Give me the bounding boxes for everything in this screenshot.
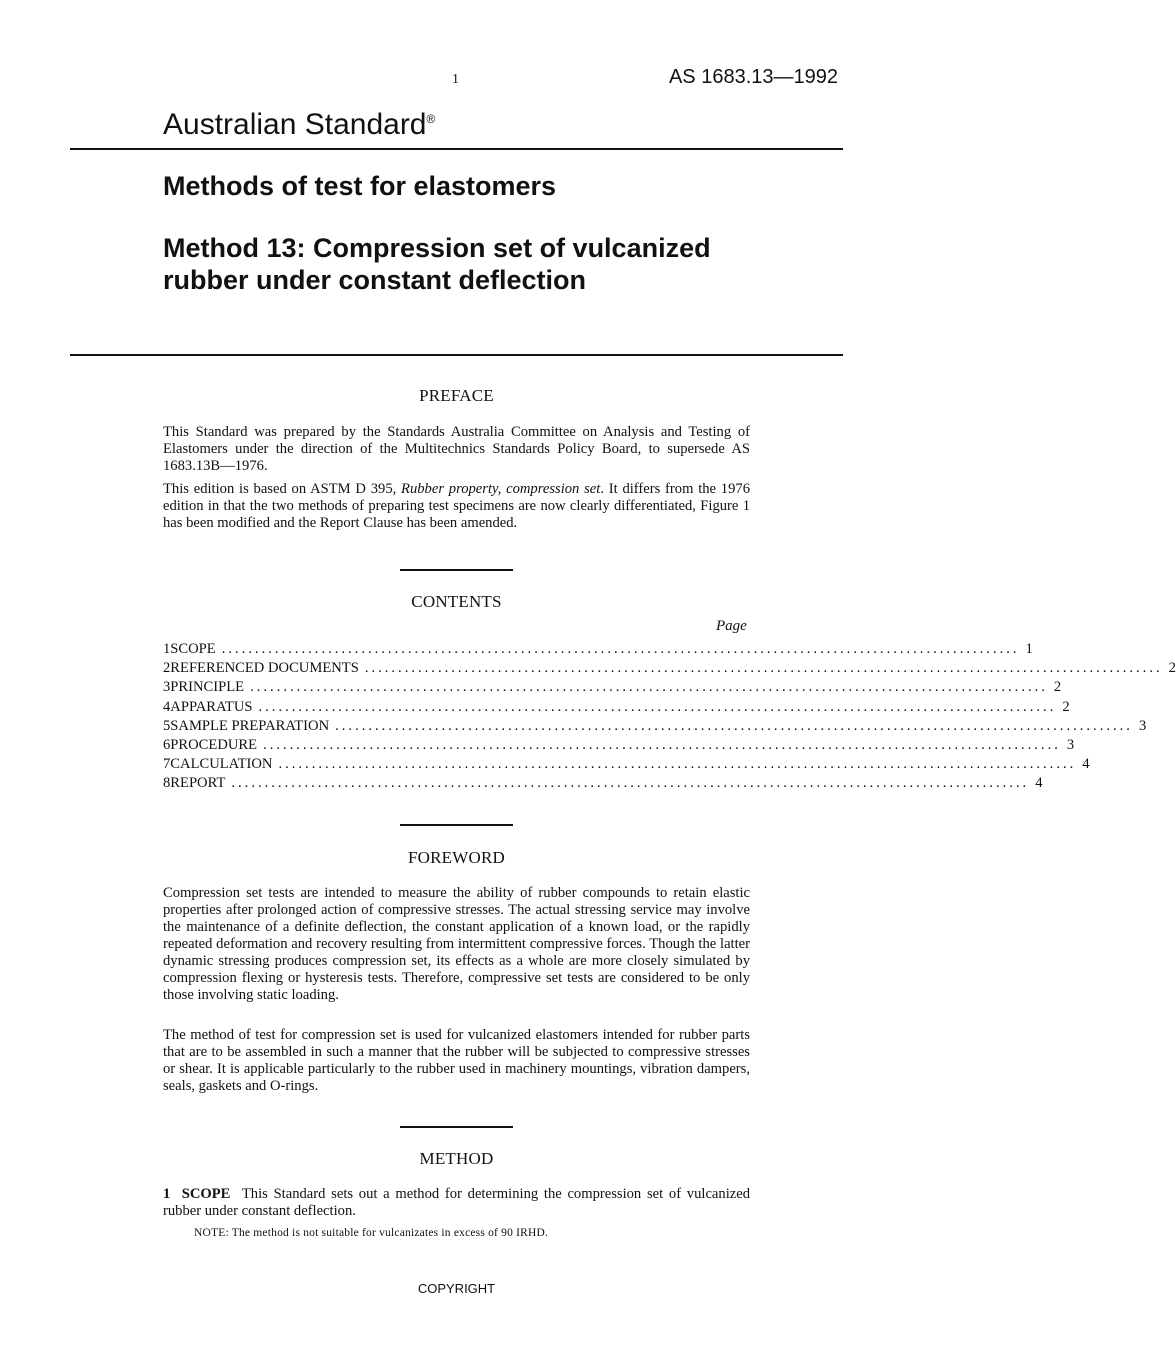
section-divider-foreword bbox=[400, 1126, 513, 1128]
toc-row bbox=[163, 717, 1147, 737]
toc-page-number: 2 bbox=[1053, 679, 1062, 696]
toc-page-number: 2 bbox=[1168, 660, 1176, 677]
toc-row bbox=[163, 736, 1075, 756]
brand-name: Australian Standard bbox=[163, 108, 427, 141]
section-divider-contents bbox=[400, 824, 513, 826]
toc-number: 4 bbox=[163, 698, 171, 715]
toc-row bbox=[163, 756, 1090, 775]
toc-title: SCOPE bbox=[170, 641, 216, 657]
toc-number: 7 bbox=[163, 756, 171, 773]
toc-number: 5 bbox=[163, 717, 171, 734]
method-heading: METHOD bbox=[419, 1149, 494, 1168]
foreword-paragraph-1: Compression set tests are intended to measure the ability of rubber compounds to retain elastic properties after prolonged action of compressive stresses. The actual stressing service may involve the maintenance of a definite deflection, the constant application of a known load, or the rapidly repeated deformation and recovery resulting from intermittent compressive forces. Though the latter dynamic stressing produces compression set, its effects as a whole are more closely simulated by compression flexing or hysteresis tests. Therefore, compressive set tests are considered to be only those involving static loading. bbox=[163, 885, 750, 1003]
scope-note: NOTE: The method is not suitable for vulcanizates in excess of 90 IRHD. bbox=[194, 1227, 549, 1239]
toc-page-number: 4 bbox=[1035, 775, 1043, 792]
toc-title: PRINCIPLE bbox=[170, 679, 245, 696]
toc-leader-dots: ........................................................................................................................ bbox=[231, 775, 1030, 792]
toc-row bbox=[163, 660, 1176, 679]
toc-title: REPORT bbox=[170, 775, 226, 792]
standard-brand bbox=[163, 108, 435, 142]
page-number: 1 bbox=[452, 72, 459, 87]
section-divider-preface bbox=[400, 569, 513, 571]
foreword-paragraph-2: The method of test for compression set is used for vulcanized elastomers intended for rubber parts that are to be assembled in such a manner that the rubber will be subjected to compressive stresses or shear. It is applicable particularly to the rubber used in machinery mountings, vibration dampers, seals, gaskets and O-rings. bbox=[163, 1027, 750, 1094]
toc-title: CALCULATION bbox=[170, 756, 273, 773]
toc-page-number: 1 bbox=[1025, 641, 1033, 657]
toc-page-number: 2 bbox=[1062, 698, 1070, 715]
title-divider bbox=[70, 354, 843, 356]
toc-row bbox=[163, 679, 1062, 698]
contents-heading: CONTENTS bbox=[411, 592, 502, 611]
scope-label: 1 SCOPE bbox=[163, 1186, 231, 1202]
toc-leader-dots: ........................................................................................................................ bbox=[258, 698, 1057, 715]
scope-paragraph bbox=[163, 1186, 750, 1220]
toc-title: APPARATUS bbox=[170, 698, 253, 715]
toc-page-number: 4 bbox=[1082, 756, 1090, 773]
foreword-heading: FOREWORD bbox=[408, 848, 505, 867]
referenced-title: Rubber property, compression set bbox=[401, 481, 601, 497]
preface-heading: PREFACE bbox=[419, 386, 494, 405]
table-of-contents bbox=[163, 641, 1176, 795]
toc-title: REFERENCED DOCUMENTS bbox=[170, 660, 359, 677]
toc-row bbox=[163, 641, 1033, 660]
toc-title: SAMPLE PREPARATION bbox=[170, 717, 330, 734]
registered-mark: ® bbox=[426, 112, 436, 126]
scope-text: This Standard sets out a method for determining the compression set of vulcanized rubber under constant deflection. bbox=[163, 1186, 750, 1219]
toc-number: 1 bbox=[163, 641, 171, 657]
toc-leader-dots: ........................................................................................................................ bbox=[250, 679, 1048, 696]
toc-leader-dots: ........................................................................................................................ bbox=[278, 756, 1077, 773]
toc-title: PROCEDURE bbox=[170, 736, 258, 753]
toc-number: 2 bbox=[163, 660, 171, 677]
toc-number: 8 bbox=[163, 775, 171, 792]
toc-row bbox=[163, 775, 1043, 794]
toc-page-number: 3 bbox=[1066, 736, 1075, 753]
toc-leader-dots: ........................................................................................................................ bbox=[263, 736, 1061, 753]
preface-paragraph-1: This Standard was prepared by the Standards Australia Committee on Analysis and Testing of Elastomers under the direction of the Multitechnics Standards Policy Board, to supersede AS 1683.13B—1976. bbox=[163, 424, 750, 474]
toc-leader-dots: ........................................................................................................................ bbox=[364, 660, 1163, 677]
series-title: Methods of test for elastomers bbox=[163, 171, 557, 201]
copyright-footer: COPYRIGHT bbox=[417, 1281, 496, 1296]
header-divider bbox=[70, 148, 843, 150]
method-title: Method 13: Compression set of vulcanized rubber under constant deflection bbox=[163, 233, 711, 295]
toc-row bbox=[163, 698, 1070, 718]
toc-number: 6 bbox=[163, 736, 171, 753]
toc-page-number: 3 bbox=[1138, 717, 1147, 734]
toc-leader-dots: ........................................................................................................................ bbox=[221, 641, 1020, 657]
toc-number: 3 bbox=[163, 679, 171, 696]
toc-leader-dots: ........................................................................................................................ bbox=[335, 717, 1133, 734]
contents-page-label: Page bbox=[716, 618, 747, 634]
document-code: AS 1683.13—1992 bbox=[668, 66, 838, 88]
preface-paragraph-2: This edition is based on ASTM D 395, Rubber property, compression set. It differs from the 1976 edition in that the two methods of preparing test specimens are now clearly differentiated, Figure 1 has been modified and the Report Clause has been amended. bbox=[163, 481, 750, 531]
